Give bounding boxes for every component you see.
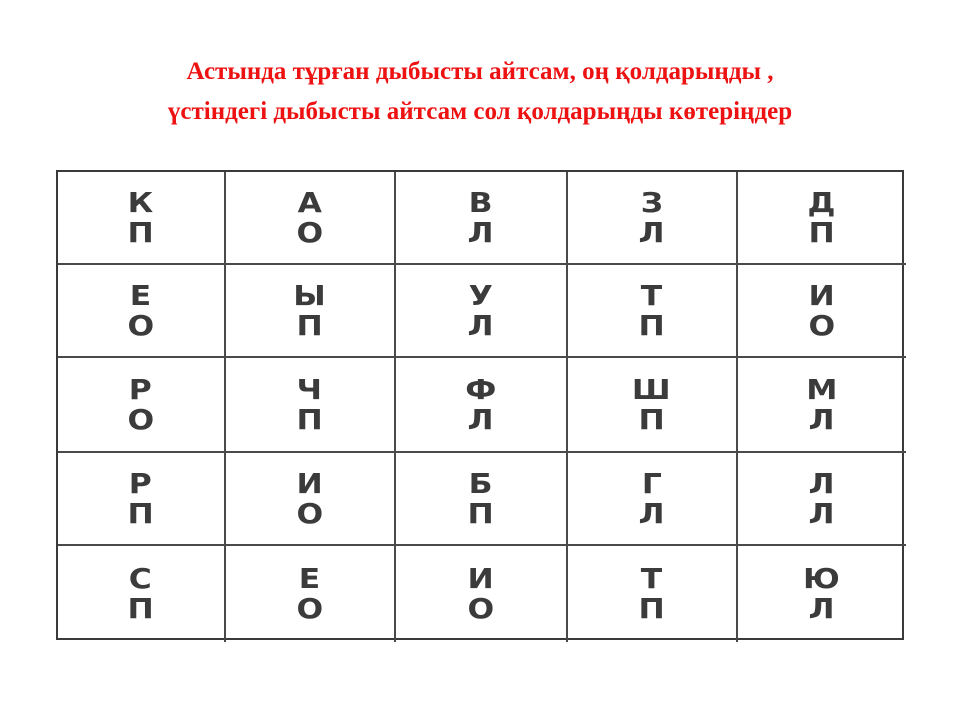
grid-cell [568,546,738,642]
cell-bottom-letter: Л [638,215,666,249]
grid-cell [396,546,568,642]
cell-top-letter: И [296,466,324,500]
grid-cell [568,265,738,358]
letter-grid [56,170,904,640]
cell-top-letter: Ф [464,372,498,406]
grid-cell [396,265,568,358]
grid-cell [396,172,568,265]
cell-bottom-letter: П [127,592,155,625]
page-title [0,52,960,132]
cell-bottom-letter: Л [638,496,666,530]
cell-bottom-letter: О [127,308,155,342]
cell-top-letter: Т [640,278,664,312]
cell-bottom-letter: П [296,308,324,342]
grid-cell [226,546,396,642]
cell-top-letter: И [808,278,836,312]
cell-bottom-letter: П [638,592,666,625]
cell-top-letter: Е [298,562,322,595]
grid-cell [226,453,396,546]
title-line-1: Астында тұрған дыбысты айтсам, оң қолдарыңды , [186,58,774,85]
grid-cell [738,172,906,265]
cell-bottom-letter: П [638,308,666,342]
cell-bottom-letter: П [808,215,836,249]
cell-bottom-letter: П [127,215,155,249]
cell-top-letter: Д [807,185,837,219]
cell-top-letter: С [128,562,154,595]
cell-bottom-letter: Л [808,592,836,625]
grid-cell [58,265,226,358]
cell-bottom-letter: Л [808,402,836,436]
cell-top-letter: З [640,185,664,219]
cell-bottom-letter: О [808,308,836,342]
grid-cell [568,453,738,546]
cell-bottom-letter: П [638,402,666,436]
cell-top-letter: К [127,185,155,219]
grid-cell [568,172,738,265]
cell-bottom-letter: О [296,592,324,625]
cell-top-letter: Ы [293,278,327,312]
grid-cell [738,546,906,642]
grid-cell [58,453,226,546]
cell-top-letter: Л [808,466,836,500]
grid-cell [738,265,906,358]
cell-bottom-letter: О [296,215,324,249]
grid-cell [396,358,568,453]
grid-cell [58,358,226,453]
grid-cell [738,358,906,453]
cell-bottom-letter: П [467,496,495,530]
grid-cell [396,453,568,546]
cell-top-letter: Ю [803,562,841,595]
cell-top-letter: Е [129,278,153,312]
cell-bottom-letter: Л [467,308,495,342]
cell-top-letter: И [467,562,495,595]
cell-top-letter: У [468,278,494,312]
cell-top-letter: М [805,372,839,406]
grid-cell [568,358,738,453]
cell-top-letter: Г [641,466,663,500]
cell-bottom-letter: Л [467,215,495,249]
cell-bottom-letter: Л [808,496,836,530]
cell-bottom-letter: Л [467,402,495,436]
cell-top-letter: Ш [632,372,672,406]
cell-bottom-letter: П [127,496,155,530]
grid-cell [226,172,396,265]
cell-bottom-letter: П [296,402,324,436]
cell-bottom-letter: О [296,496,324,530]
cell-top-letter: В [468,185,494,219]
cell-top-letter: Р [128,372,154,406]
cell-bottom-letter: О [127,402,155,436]
grid-cell [226,265,396,358]
grid-cell [738,453,906,546]
grid-cell [58,546,226,642]
cell-top-letter: Т [640,562,664,595]
cell-top-letter: А [297,185,323,219]
cell-top-letter: Р [128,466,154,500]
title-line-2: үстіндегі дыбысты айтсам сол қолдарыңды көтеріңдер [167,98,793,125]
cell-top-letter: Ч [296,372,324,406]
cell-bottom-letter: О [467,592,495,625]
cell-top-letter: Б [468,466,494,500]
grid-cell [58,172,226,265]
grid-cell [226,358,396,453]
